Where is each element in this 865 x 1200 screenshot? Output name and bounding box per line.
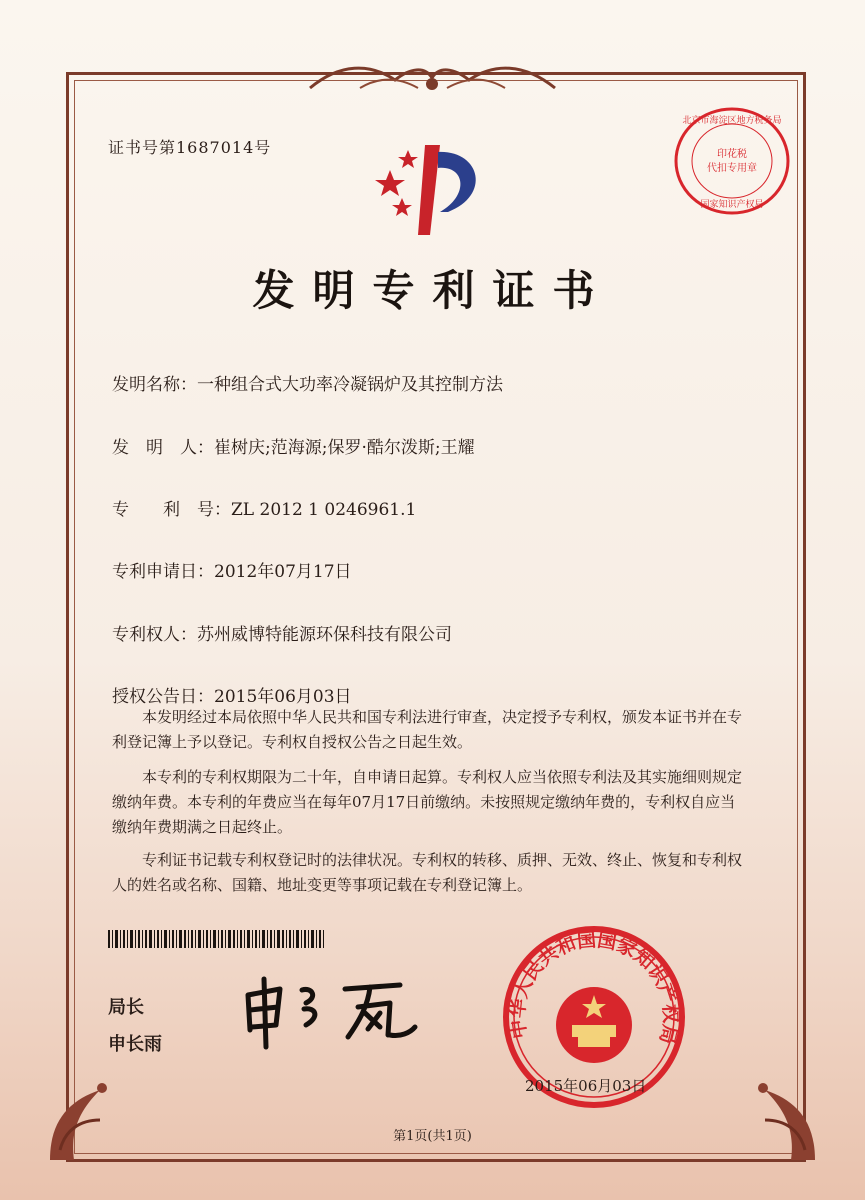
field-label: 发明名称： — [112, 375, 197, 395]
page-number: 第1页(共1页) — [393, 1129, 472, 1144]
field-value: 2015年06月03日 — [214, 687, 352, 707]
svg-text:印花税: 印花税 — [717, 149, 747, 160]
tax-stamp-icon — [672, 105, 792, 217]
field-label: 专利申请日： — [112, 562, 214, 582]
svg-text:代扣专用章: 代扣专用章 — [707, 163, 757, 174]
body-paragraph: 本专利的专利权期限为二十年，自申请日起算。专利权人应当依照专利法及其实施细则规定缴纳年费。本专利的年费应当在每年07月17日前缴纳。未按照规定缴纳年费的，专利权自应当缴纳年费期满之日起终止。 — [112, 768, 743, 836]
top-ornament-icon — [300, 58, 565, 98]
field-label: 专 利 号： — [112, 500, 231, 520]
field-value: ZL 2012 1 0246961.1 — [231, 500, 417, 520]
field-value: 崔树庆;范海源;保罗·酷尔泼斯;王耀 — [214, 438, 475, 458]
body-paragraph: 本发明经过本局依照中华人民共和国专利法进行审查，决定授予专利权，颁发本证书并在专利登记簿上予以登记。专利权自授权公告之日起生效。 — [112, 708, 743, 751]
certificate-number: 证书号第1687014号 — [108, 138, 272, 157]
bottom-right-ornament-icon — [745, 1060, 825, 1170]
field-application-date — [112, 557, 352, 582]
page-title: 发明专利证书 — [252, 266, 613, 315]
svg-text:中华人民共和国国家知识产权局: 中华人民共和国国家知识产权局 — [506, 929, 682, 1047]
field-label: 发 明 人： — [112, 438, 214, 458]
signer-title: 局长 — [108, 997, 144, 1018]
field-value: 苏州威博特能源环保科技有限公司 — [197, 625, 452, 645]
svg-text:国家知识产权局: 国家知识产权局 — [700, 200, 764, 210]
field-invention-name — [112, 370, 503, 395]
seal-date: 2015年06月03日 — [525, 1077, 647, 1095]
field-patentee — [112, 620, 452, 645]
body-paragraph: 专利证书记载专利权登记时的法律状况。专利权的转移、质押、无效、终止、恢复和专利权人的姓名或名称、国籍、地址变更等事项记载在专利登记簿上。 — [112, 851, 743, 894]
field-inventors — [112, 433, 475, 458]
field-grant-date — [112, 682, 352, 707]
svg-text:北京市海淀区地方税务局: 北京市海淀区地方税务局 — [682, 116, 782, 126]
barcode-icon — [108, 930, 324, 948]
field-patent-number — [112, 495, 416, 520]
field-value: 一种组合式大功率冷凝锅炉及其控制方法 — [197, 375, 503, 395]
field-label: 授权公告日： — [112, 687, 214, 707]
field-label: 专利权人： — [112, 625, 197, 645]
signer-name: 申长雨 — [108, 1034, 162, 1055]
field-value: 2012年07月17日 — [214, 562, 352, 582]
signature-icon — [240, 975, 440, 1050]
bottom-left-ornament-icon — [40, 1060, 120, 1170]
sipo-logo-icon — [370, 140, 500, 240]
